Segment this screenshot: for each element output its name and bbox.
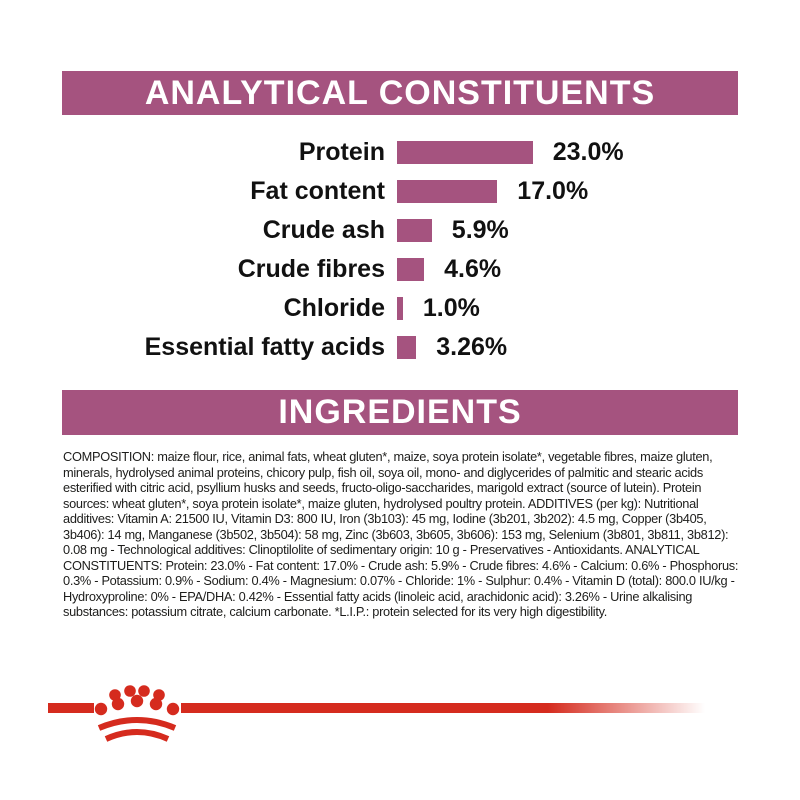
composition-text: COMPOSITION: maize flour, rice, animal fats, wheat gluten*, maize, soya protein isolate*, vegetable fibres, maize gluten, minerals, hydrolysed animal proteins, chicory pulp, fish oil, soya oil, mono- and diglycerides of palmitic and stearic acids esterified with citric acid, psyllium husks and seeds, fructo-oligo-saccharides, marigold extract (source of lutein). Protein sources: wheat gluten*, soya protein isolate*, maize gluten, hydrolysed poultry protein. ADDITIVES (per kg): Nutritional additives: Vitamin A: 21500 IU, Vitamin D3: 800 IU, Iron (3b103): 45 mg, Iodine (3b201, 3b202): 4.5 mg, Copper (3b405, 3b406): 14 mg, Manganese (3b502, 3b504): 58 mg, Zinc (3b603, 3b605, 3b606): 153 mg, Selenium (3b801, 3b811, 3b812): 0.08 mg - Technological additives: Clinoptilolite of sedimentary origin: 10 g - Preservatives - Antioxidants. ANALYTICAL CONSTITUENTS: Protein: 23.0% - Fat content: 17.0% - Crude ash: 5.9% - Crude fibres: 4.6% - Calcium: 0.6% - Phosphorus: 0.3% - Potassium: 0.9% - Sodium: 0.4% - Magnesium: 0.07% - Chloride: 1% - Sulphur: 0.4% - Vitamin D (total): 800.0 IU/kg - Hydroxyproline: 0% - EPA/DHA: 0.42% - Essential fatty acids (linoleic acid, arachidonic acid): 3.26% - Urine alkalising substances: potassium citrate, calcium carbonate. *L.I.P.: protein selected for its very high digestibility. bbox=[63, 449, 739, 619]
constituent-bar bbox=[397, 297, 403, 320]
constituent-bar bbox=[397, 180, 497, 203]
chart-row bbox=[0, 211, 800, 250]
constituent-value: 1.0% bbox=[422, 294, 480, 322]
chart-row bbox=[0, 289, 800, 328]
ingredients-title: INGREDIENTS bbox=[278, 393, 522, 431]
chart-row bbox=[0, 133, 800, 172]
chart-row bbox=[0, 172, 800, 211]
analytical-constituents-banner bbox=[62, 71, 738, 115]
constituent-value: 23.0% bbox=[552, 138, 624, 166]
constituent-bar bbox=[397, 336, 416, 359]
ingredients-banner bbox=[62, 390, 738, 435]
constituent-value: 5.9% bbox=[451, 216, 509, 244]
brand-footer bbox=[0, 680, 800, 760]
constituent-label: Crude fibres bbox=[237, 255, 385, 283]
chart-row bbox=[0, 250, 800, 289]
chart-row bbox=[0, 328, 800, 367]
constituent-label: Protein bbox=[298, 138, 385, 166]
constituent-label: Fat content bbox=[250, 177, 385, 205]
brand-line-right bbox=[181, 703, 705, 713]
constituent-label: Essential fatty acids bbox=[144, 333, 385, 361]
constituent-value: 4.6% bbox=[444, 255, 502, 283]
brand-line-left bbox=[48, 703, 94, 713]
analytical-constituents-title: ANALYTICAL CONSTITUENTS bbox=[144, 73, 656, 112]
constituent-value: 17.0% bbox=[517, 177, 589, 205]
constituent-bar bbox=[397, 141, 533, 164]
constituent-label: Chloride bbox=[283, 294, 385, 322]
constituent-label: Crude ash bbox=[262, 216, 385, 244]
constituent-value: 3.26% bbox=[436, 333, 508, 361]
royal-canin-crown-logo bbox=[92, 684, 182, 748]
constituent-bar bbox=[397, 219, 432, 242]
constituents-chart bbox=[0, 133, 800, 367]
constituent-bar bbox=[397, 258, 424, 281]
